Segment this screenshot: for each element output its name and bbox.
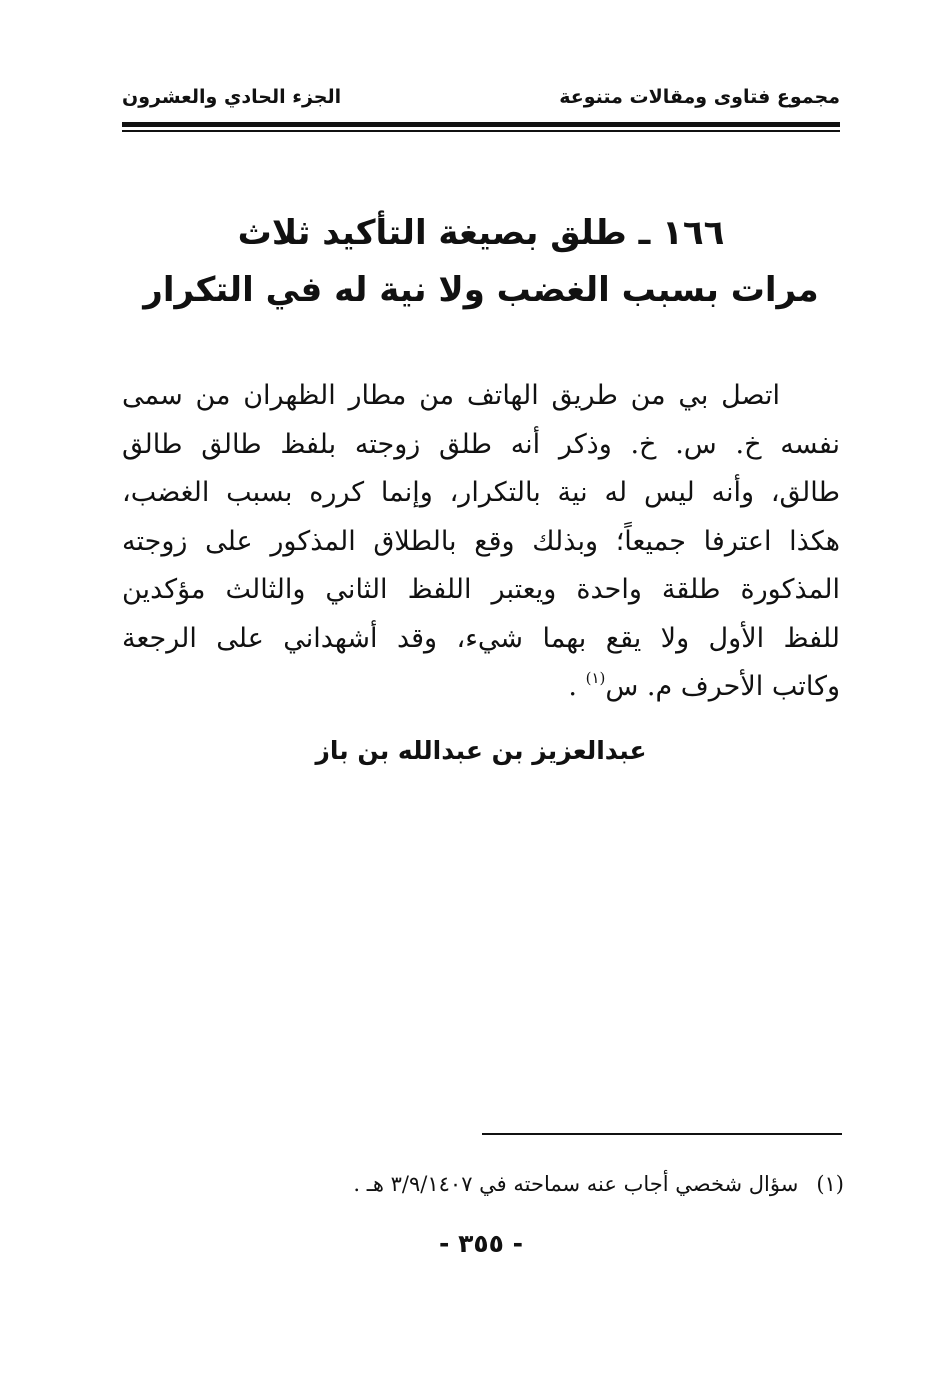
book-title-header: مجموع فتاوى ومقالات متنوعة bbox=[559, 86, 840, 108]
header-rule-thin bbox=[122, 130, 840, 132]
volume-header: الجزء الحادي والعشرون bbox=[122, 86, 342, 108]
footnote bbox=[122, 1172, 844, 1196]
footnote-number: (١) bbox=[816, 1172, 844, 1196]
body-line-2: نفسه خ. س. خ. وذكر أنه طلق زوجته بلفظ طالق طالق bbox=[122, 428, 840, 460]
body-line-3: طالق، وأنه ليس له نية بالتكرار، وإنما كرره بسبب الغضب، bbox=[122, 477, 840, 508]
body-line-4: هكذا اعترفا جميعاً؛ وبذلك وقع بالطلاق المذكور على زوجته bbox=[122, 525, 840, 557]
footnote-reference: (١) bbox=[585, 669, 606, 687]
page-number: - ٣٥٥ - bbox=[439, 1229, 523, 1258]
signature: عبدالعزيز بن عبدالله بن باز bbox=[315, 736, 647, 765]
article-title-line-2: مرات بسبب الغضب ولا نية له في التكرار bbox=[143, 270, 819, 310]
footnote-text: سؤال شخصي أجاب عنه سماحته في ٣/٩/١٤٠٧ هـ . bbox=[353, 1172, 799, 1196]
body-line-6: للفظ الأول ولا يقع بهما شيء، وقد أشهداني على الرجعة bbox=[122, 622, 840, 654]
body-line-7 bbox=[122, 663, 840, 712]
header-rule-thick bbox=[122, 122, 840, 127]
body-line-7-end: . bbox=[568, 671, 586, 702]
body-line-5: المذكورة طلقة واحدة ويعتبر اللفظ الثاني والثالث مؤكدين bbox=[122, 574, 840, 605]
article-title-line-1: ١٦٦ ـ طلق بصيغة التأكيد ثلاث bbox=[237, 213, 725, 253]
article-body bbox=[122, 372, 840, 712]
running-header bbox=[122, 82, 840, 118]
footnote-separator bbox=[482, 1133, 842, 1135]
body-line-7-text: وكاتب الأحرف م. س bbox=[605, 671, 840, 702]
body-line-1: اتصل بي من طريق الهاتف من مطار الظهران من سمى bbox=[122, 380, 780, 411]
article-title bbox=[122, 205, 840, 319]
